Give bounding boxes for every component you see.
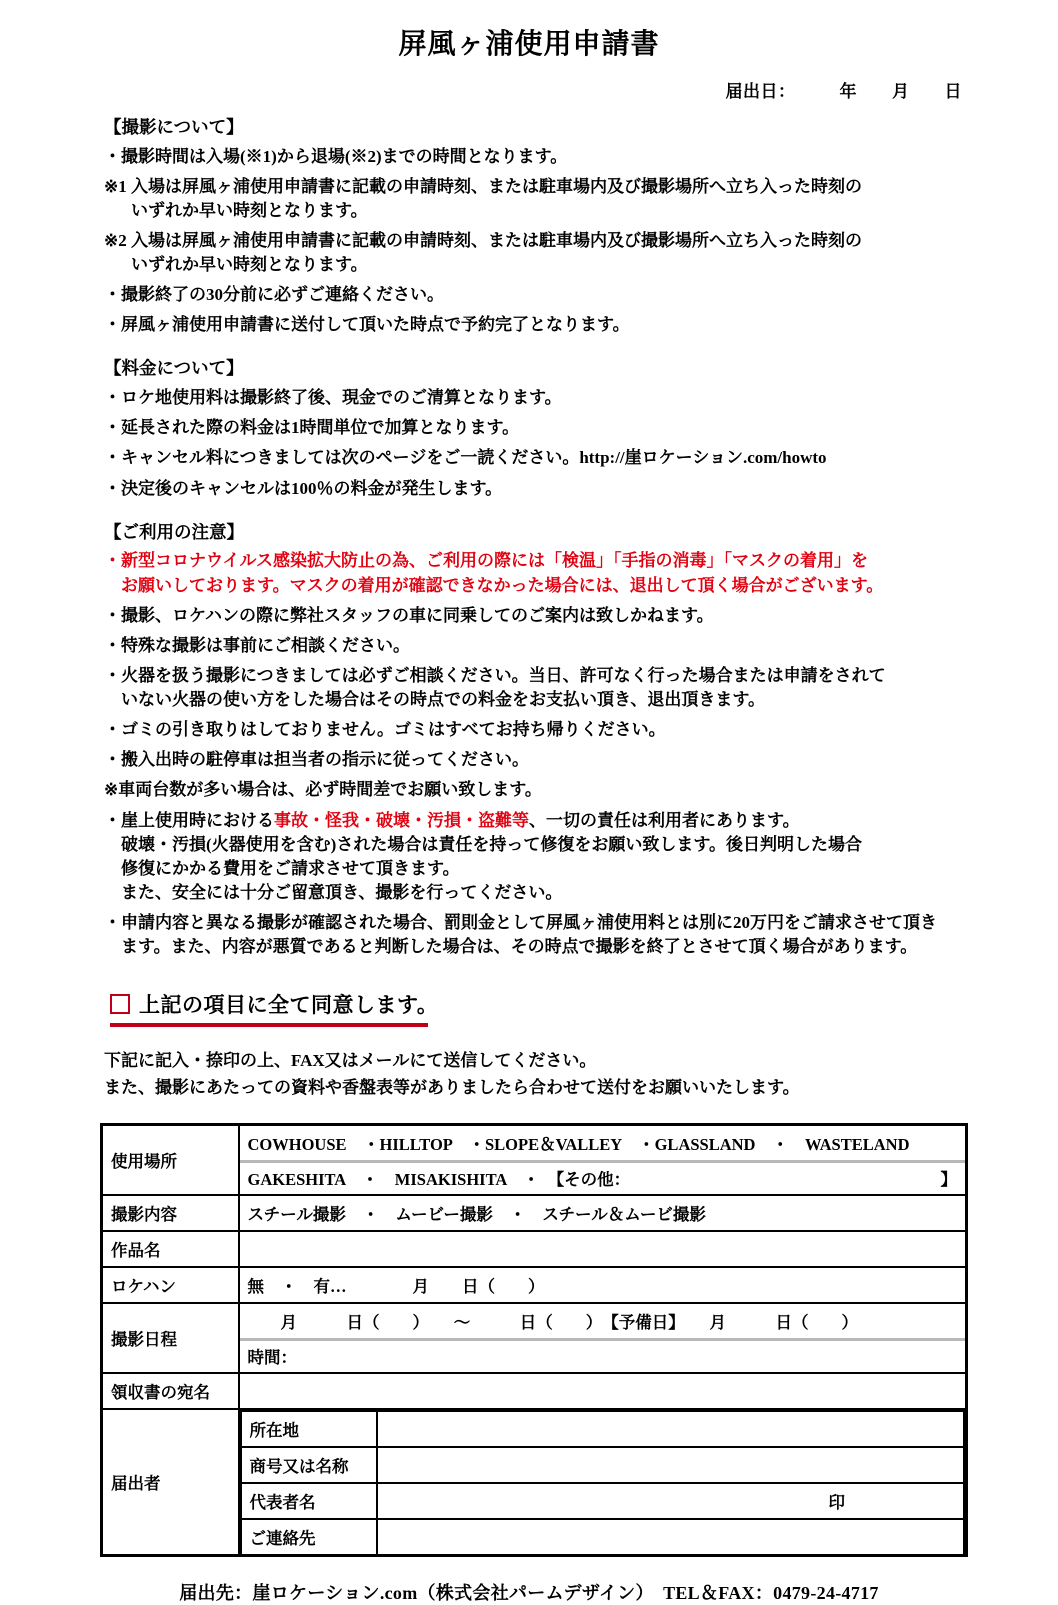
row-label-shoot-type: 撮影内容 (102, 1195, 239, 1231)
table-row (241, 1411, 965, 1447)
note-mark: ※1 (104, 176, 131, 196)
table-row (102, 1124, 967, 1195)
section-heading-cautions: 【ご利用の注意】 (104, 521, 244, 542)
list-item-line: 車両台数が多い場合は、必ず時間差でお願い致します。 (118, 780, 542, 800)
row-label-applicant: 届出者 (102, 1409, 239, 1556)
table-row (102, 1409, 967, 1556)
bullet-mark: ・ (104, 665, 121, 685)
bullet-mark: ・ (104, 146, 121, 166)
schedule-time-row[interactable]: 時間： (240, 1338, 966, 1372)
cancellation-policy-link[interactable]: キャンセル料につきましては次のページをご一読ください。http://崖ロケーション.com/howto (121, 448, 827, 468)
list-item (104, 664, 970, 712)
location-options-row-1[interactable]: COWHOUSE ・HILLTOP ・SLOPE＆VALLEY ・GLASSLAND ・ WASTELAND (247, 1134, 910, 1154)
penalty-line: 申請内容と異なる撮影が確認された場合、罰則金として屏風ヶ浦使用料とは別に20万円をご請求させて頂き (121, 913, 937, 933)
covid-notice (104, 549, 970, 597)
bullet-mark: ・ (104, 388, 121, 408)
page-title: 屏風ヶ浦使用申請書 (398, 29, 660, 60)
list-item (104, 778, 970, 802)
footer-contact: 届出先：崖ロケーション.com（株式会社パームデザイン） TEL＆FAX：0479-24-4717 (179, 1582, 879, 1603)
applicant-field-label-representative: 代表者名 (241, 1483, 377, 1519)
agreement-checkbox[interactable] (110, 994, 130, 1014)
bullet-mark: ・ (104, 913, 121, 933)
liability-text-pre: 崖上使用時における (121, 810, 274, 830)
work-title-input[interactable] (239, 1231, 967, 1267)
list-item-line: 屏風ヶ浦使用申請書に送付して頂いた時点で予約完了となります。 (121, 315, 630, 335)
list-item-line: いずれか早い時刻となります。 (131, 255, 368, 275)
location-options-cell[interactable] (239, 1124, 967, 1195)
list-item (104, 386, 970, 410)
list-item-line: いない火器の使い方をした場合はその時点での料金をお支払い頂き、退出頂きます。 (121, 690, 765, 710)
submission-note-line: また、撮影にあたっての資料や香盤表等がありましたら合わせて送付をお願いいたします。 (104, 1077, 800, 1097)
liability-line-2: 破壊・汚損(火器使用を含む)された場合は責任を持って修復をお願い致します。後日判明した場合 (121, 834, 862, 854)
list-item (104, 446, 970, 470)
applicant-field-label-address: 所在地 (241, 1411, 377, 1447)
liability-risk-terms: 事故・怪我・破壊・汚損・盗難等 (274, 810, 529, 830)
bullet-mark: ・ (104, 285, 121, 305)
section-heading-shooting: 【撮影について】 (104, 116, 244, 137)
penalty-notice (104, 911, 970, 959)
agreement-label: 上記の項目に全て同意します。 (139, 993, 439, 1018)
list-item-line: 延長された際の料金は1時間単位で加算となります。 (121, 418, 520, 438)
shoot-type-options[interactable]: スチール撮影 ・ ムービー撮影 ・ スチール＆ムービ撮影 (239, 1195, 967, 1231)
bullet-mark: ・ (104, 720, 121, 740)
list-item (104, 634, 970, 658)
note-mark: ※2 (104, 230, 131, 250)
row-label-schedule: 撮影日程 (102, 1303, 239, 1373)
location-other-bracket-close: 】 (940, 1170, 957, 1190)
agreement-underline (110, 1023, 428, 1027)
agreement-row[interactable] (110, 989, 970, 1019)
bullet-mark: ・ (104, 750, 121, 770)
scouting-input[interactable]: 無 ・ 有… 月 日（ ） (239, 1267, 967, 1303)
list-item-line: ロケ地使用料は撮影終了後、現金でのご清算となります。 (121, 388, 562, 408)
table-row (102, 1303, 967, 1373)
covid-notice-line: 新型コロナウイルス感染拡大防止の為、ご利用の際には「検温」「手指の消毒」「マスクの着用」を (121, 551, 868, 571)
receipt-name-input[interactable] (239, 1373, 967, 1409)
bullet-mark: ・ (104, 605, 121, 625)
bullet-mark: ・ (104, 315, 121, 335)
list-item (104, 283, 970, 307)
list-item-line: 撮影、ロケハンの際に弊社スタッフの車に同乗してのご案内は致しかねます。 (121, 605, 714, 625)
location-options-row-2[interactable] (240, 1160, 966, 1194)
list-item (104, 416, 970, 440)
table-row (102, 1195, 967, 1231)
liability-line-3: 修復にかかる費用をご請求させて頂きます。 (121, 858, 460, 878)
liability-notice (104, 809, 970, 906)
bullet-mark: ・ (104, 448, 121, 468)
applicant-field-label-contact: ご連絡先 (241, 1519, 377, 1554)
bullet-mark: ・ (104, 418, 121, 438)
application-form-table (100, 1123, 968, 1557)
document-body (0, 116, 1058, 960)
applicant-sub-table (240, 1410, 966, 1554)
location-options-row-2-text: GAKESHITA ・ MISAKISHITA ・ 【その他： (247, 1170, 631, 1190)
liability-text-post: 、一切の責任は利用者にあります。 (529, 810, 800, 830)
submission-date-line: 届出日： 年 月 日 (725, 81, 962, 101)
table-row (102, 1373, 967, 1409)
list-item (104, 748, 970, 772)
bullet-mark: ・ (104, 478, 121, 498)
section-heading-fees: 【料金について】 (104, 358, 244, 379)
list-item-line: いずれか早い時刻となります。 (131, 200, 368, 220)
table-row (241, 1483, 965, 1519)
table-row (241, 1447, 965, 1483)
application-form-table-wrapper (0, 1123, 1058, 1557)
table-row (241, 1519, 965, 1554)
row-label-receipt-name: 領収書の宛名 (102, 1373, 239, 1409)
liability-line-4: また、安全には十分ご留意頂き、撮影を行ってください。 (121, 882, 563, 902)
schedule-dates-row[interactable]: 月 日（ ） 〜 日（ ） 【予備日】 月 日（ ） (247, 1312, 858, 1332)
row-label-scouting: ロケハン (102, 1267, 239, 1303)
list-item (104, 175, 970, 223)
penalty-line: ます。また、内容が悪質であると判断した場合は、その時点で撮影を終了とさせて頂く場合があります。 (121, 937, 918, 957)
list-item-line: 決定後のキャンセルは100％の料金が発生します。 (121, 478, 503, 498)
liability-line-1 (121, 809, 970, 833)
list-item (104, 313, 970, 337)
list-item-line: 撮影時間は入場(※1)から退場(※2)までの時間となります。 (121, 146, 568, 166)
applicant-field-label-company: 商号又は名称 (241, 1447, 377, 1483)
applicant-field-company-input[interactable] (377, 1447, 965, 1483)
applicant-field-representative-input[interactable] (377, 1483, 965, 1519)
note-mark: ※ (104, 780, 119, 800)
list-item-line: 搬入出時の駐停車は担当者の指示に従ってください。 (121, 750, 529, 770)
covid-notice-line: お願いしております。マスクの着用が確認できなかった場合には、退出して頂く場合がございます。 (121, 575, 884, 595)
list-item-line: 入場は屏風ヶ浦使用申請書に記載の申請時刻、または駐車場内及び撮影場所へ立ち入った時刻の (131, 230, 862, 250)
list-item-line: 特殊な撮影は事前にご相談ください。 (121, 635, 410, 655)
bullet-mark: ・ (104, 551, 121, 571)
list-item (104, 718, 970, 742)
list-item-line: 入場は屏風ヶ浦使用申請書に記載の申請時刻、または駐車場内及び撮影場所へ立ち入った時刻の (131, 176, 862, 196)
list-item (104, 145, 970, 169)
submission-note-line: 下記に記入・捺印の上、FAX又はメールにて送信してください。 (104, 1051, 597, 1071)
seal-mark: 印 (828, 1492, 845, 1512)
agreement-block (0, 989, 1058, 1027)
list-item (104, 477, 970, 501)
list-item-line: ゴミの引き取りはしておりません。ゴミはすべてお持ち帰りください。 (121, 720, 666, 740)
bullet-mark: ・ (104, 810, 121, 830)
applicant-field-address-input[interactable] (377, 1411, 965, 1447)
applicant-details-cell (239, 1409, 967, 1556)
row-label-work-title: 作品名 (102, 1231, 239, 1267)
list-item (104, 604, 970, 628)
list-item (104, 229, 970, 277)
table-row (102, 1267, 967, 1303)
applicant-field-contact-input[interactable] (377, 1519, 965, 1554)
list-item-line: 火器を扱う撮影につきましては必ずご相談ください。当日、許可なく行った場合または申請をされて (121, 665, 886, 685)
row-label-location: 使用場所 (102, 1124, 239, 1195)
list-item-line: 撮影終了の30分前に必ずご連絡ください。 (121, 285, 444, 305)
schedule-cell[interactable] (239, 1303, 967, 1373)
bullet-mark: ・ (104, 635, 121, 655)
submission-notes (0, 1049, 1058, 1100)
table-row (102, 1231, 967, 1267)
